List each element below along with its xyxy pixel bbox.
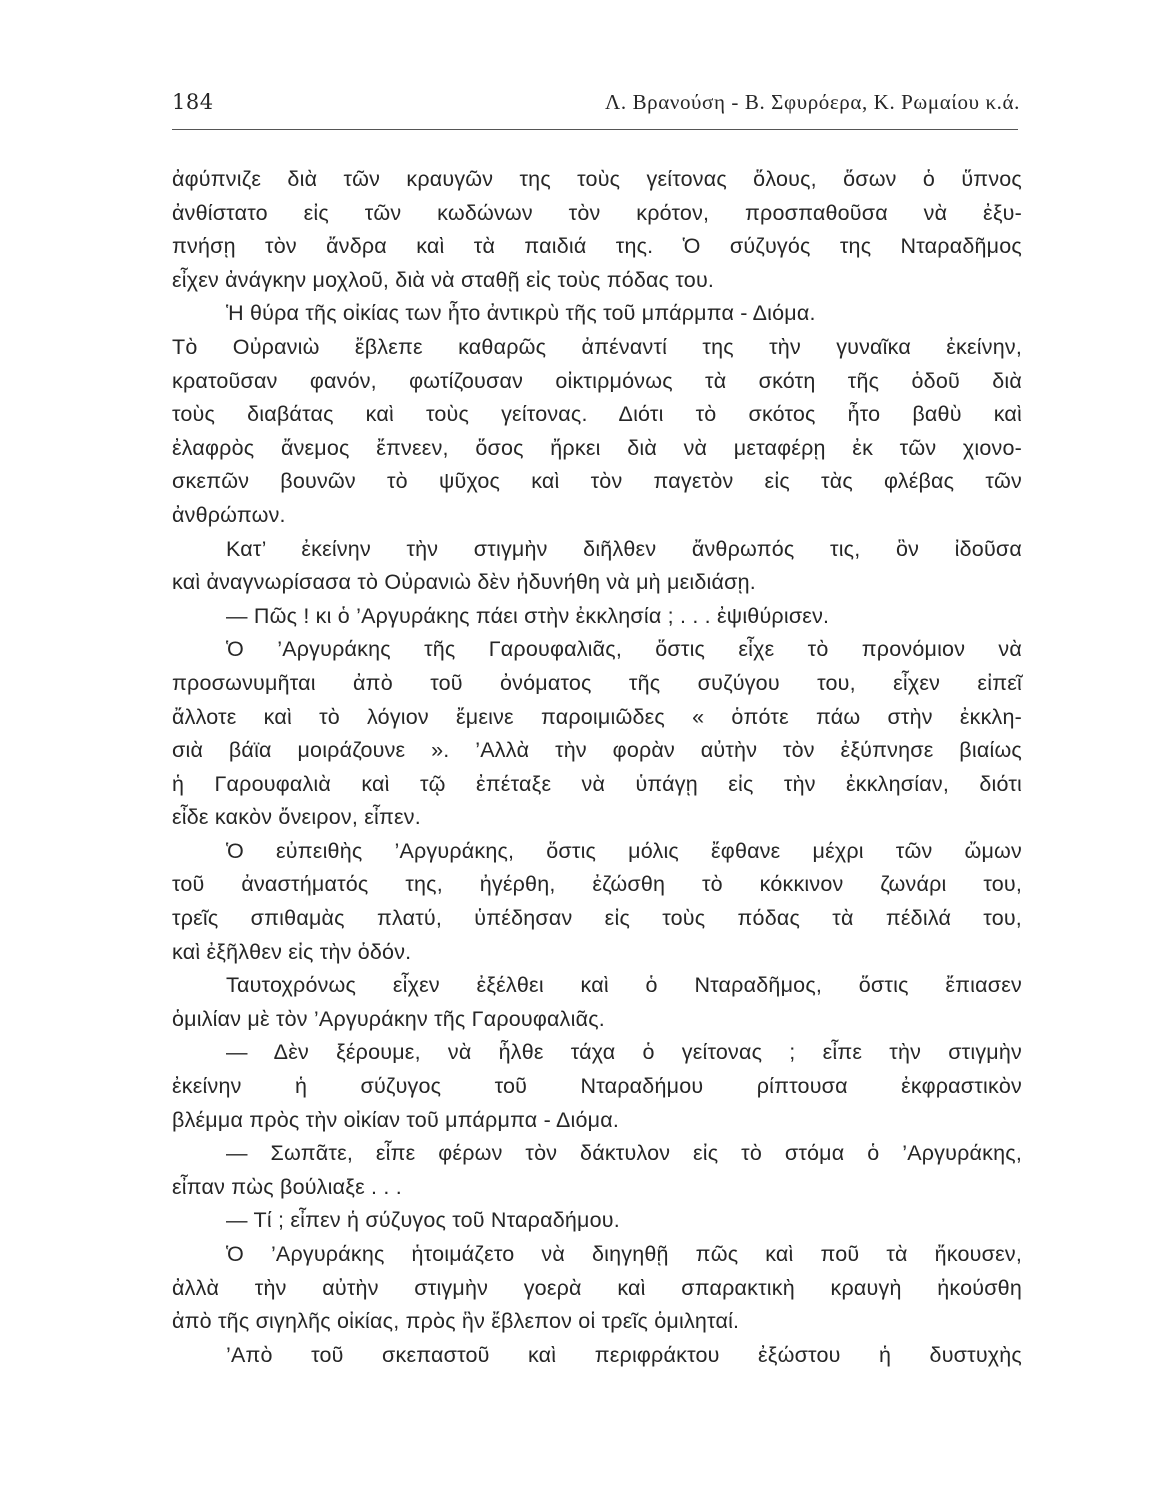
text-line: ἄλλοτε καὶ τὸ λόγιον ἔμεινε παροιμιῶδες « ὁπότε πάω στὴν ἐκκλη- [172,704,1022,729]
text-line: Ταυτοχρόνως εἶχεν ἐξέλθει καὶ ὁ Νταραδῆμος, ὅστις ἔπιασεν [226,973,1022,998]
running-head: Λ. Βρανούση - Β. Σφυρόερα, Κ. Ρωμαίου κ.ά. [605,90,1020,114]
text-line: τοὺς διαβάτας καὶ τοὺς γείτονας. Διότι τὸ σκότος ἦτο βαθὺ καὶ [172,402,1022,427]
text-line: ἀνθρώπων. [172,502,286,527]
page-header [172,90,1020,130]
text-line: — Δὲν ξέρουμε, νὰ ἦλθε τάχα ὁ γείτονας ; εἶπε τὴν στιγμὴν [226,1040,1022,1065]
text-line: ἐλαφρὸς ἄνεμος ἔπνεεν, ὅσος ἤρκει διὰ νὰ μεταφέρῃ ἐκ τῶν χιονο- [172,435,1022,460]
text-line: βλέμμα πρὸς τὴν οἰκίαν τοῦ μπάρμπα - Διόμα. [172,1107,620,1132]
text-line: ἀλλὰ τὴν αὐτὴν στιγμὴν γοερὰ καὶ σπαρακτικὴ κραυγὴ ἠκούσθη [172,1275,1022,1300]
text-line: — Πῶς ! κι ὁ ’Αργυράκης πάει στὴν ἐκκλησία ; . . . ἐψιθύρισεν. [226,603,830,628]
page-number: 184 [172,90,214,114]
text-line: Ὁ ’Αργυράκης τῆς Γαρουφαλιᾶς, ὅστις εἶχε τὸ προνόμιον νὰ [226,637,1022,662]
text-line: καὶ ἐξῆλθεν εἰς τὴν ὁδόν. [172,939,412,964]
text-line: ἀπὸ τῆς σιγηλῆς οἰκίας, πρὸς ἣν ἔβλεπον οἱ τρεῖς ὁμιληταί. [172,1309,740,1334]
text-line: Ὁ εὐπειθὴς ’Αργυράκης, ὅστις μόλις ἔφθανε μέχρι τῶν ὤμων [226,838,1022,863]
text-line: τοῦ ἀναστήματός της, ἠγέρθη, ἐζώσθη τὸ κόκκινον ζωνάρι του, [172,872,1022,897]
text-line: Ὁ ’Αργυράκης ἡτοιμάζετο νὰ διηγηθῇ πῶς καὶ ποῦ τὰ ἤκουσεν, [226,1242,1022,1266]
text-line: — Σωπᾶτε, εἶπε φέρων τὸν δάκτυλον εἰς τὸ στόμα ὁ ’Αργυράκης, [226,1141,1022,1166]
text-line: ἡ Γαρουφαλιὰ καὶ τῷ ἐπέταξε νὰ ὑπάγῃ εἰς τὴν ἐκκλησίαν, διότι [172,771,1022,796]
text-line: — Τί ; εἶπεν ἡ σύζυγος τοῦ Νταραδήμου. [226,1208,620,1233]
text-line: σιὰ βάϊα μοιράζουνε ». ’Αλλὰ τὴν φορὰν αὐτὴν τὸν ἐξύπνησε βιαίως [172,738,1022,763]
text-line: προσωνυμῆται ἀπὸ τοῦ ὀνόματος τῆς συζύγου του, εἶχεν εἰπεῖ [172,670,1022,695]
text-line: ἀφύπνιζε διὰ τῶν κραυγῶν της τοὺς γείτονας ὅλους, ὅσων ὁ ὕπνος [172,167,1022,191]
text-line: εἶπαν πὼς βούλιαξε . . . [172,1174,402,1199]
body-text [172,163,1022,1372]
text-line: πνήσῃ τὸν ἄνδρα καὶ τὰ παιδιά της. Ὁ σύζυγός της Νταραδῆμος [172,234,1022,259]
text-line: Κατ’ ἐκείνην τὴν στιγμὴν διῆλθεν ἄνθρωπός τις, ὃν ἰδοῦσα [226,536,1022,561]
text-line: ἐκείνην ἡ σύζυγος τοῦ Νταραδήμου ρίπτουσα ἐκφραστικὸν [172,1074,1022,1099]
text-line: καὶ ἀναγνωρίσασα τὸ Οὐρανιὼ δὲν ἠδυνήθη νὰ μὴ μειδιάσῃ. [172,570,756,595]
text-line: ἀνθίστατο εἰς τῶν κωδώνων τὸν κρότον, προσπαθοῦσα νὰ ἐξυ- [172,200,1022,225]
text-line: ’Απὸ τοῦ σκεπαστοῦ καὶ περιφράκτου ἐξώστου ἡ δυστυχὴς [226,1342,1022,1367]
text-line: τρεῖς σπιθαμὰς πλατύ, ὑπέδησαν εἰς τοὺς πόδας τὰ πέδιλά του, [172,906,1022,931]
text-line: εἶχεν ἀνάγκην μοχλοῦ, διὰ νὰ σταθῇ εἰς τοὺς πόδας του. [172,267,715,292]
text-line: Ἡ θύρα τῆς οἰκίας των ἦτο ἀντικρὺ τῆς τοῦ μπάρμπα - Διόμα. [226,301,816,326]
text-line: κρατοῦσαν φανόν, φωτίζουσαν οἰκτιρμόνως τὰ σκότη τῆς ὁδοῦ διὰ [172,368,1022,393]
header-rule [172,129,1018,130]
text-line: σκεπῶν βουνῶν τὸ ψῦχος καὶ τὸν παγετὸν εἰς τὰς φλέβας τῶν [172,469,1022,494]
text-line: Τὸ Οὐρανιὼ ἔβλεπε καθαρῶς ἀπέναντί της τὴν γυναῖκα ἐκείνην, [172,334,1022,359]
text-line: ὁμιλίαν μὲ τὸν ’Αργυράκην τῆς Γαρουφαλιᾶς. [172,1006,605,1031]
text-line: εἶδε κακὸν ὄνειρον, εἶπεν. [172,805,421,830]
